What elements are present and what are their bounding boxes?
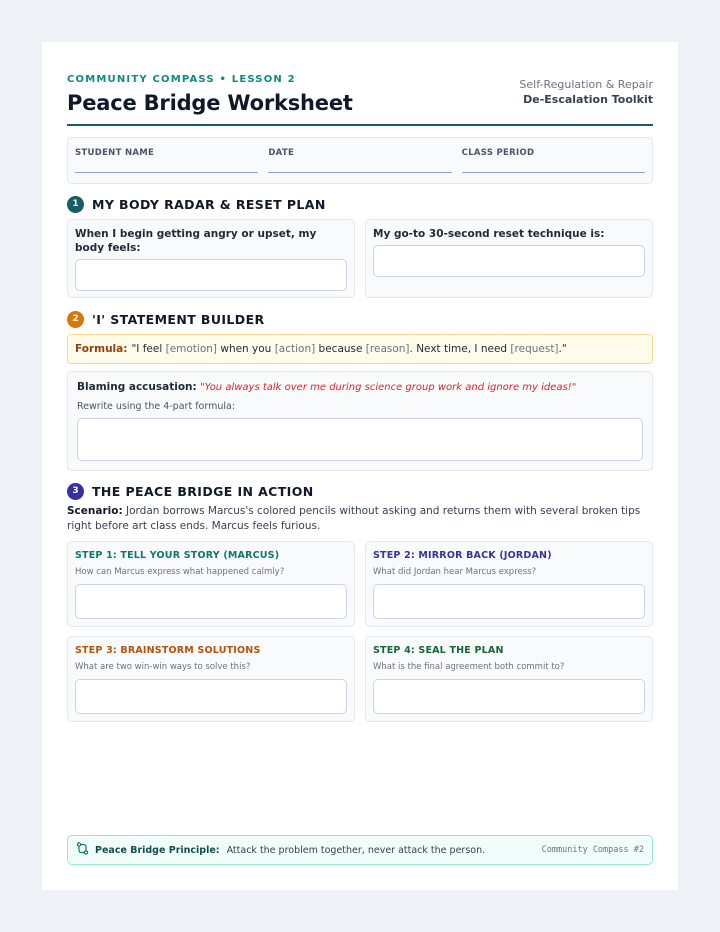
step-1-input[interactable] [75,584,347,619]
step-2-title: STEP 2: MIRROR BACK (JORDAN) [373,550,552,561]
section-2-heading [67,310,653,328]
page-title: Peace Bridge Worksheet [67,91,353,115]
section-2-title: 'I' STATEMENT BUILDER [92,311,265,327]
body-feels-card [67,219,355,298]
step-4-card [365,636,653,722]
section-1-badge: 1 [67,196,84,213]
section-3-badge: 3 [67,483,84,500]
rewrite-input[interactable] [77,418,643,461]
formula-part-3: because [315,343,366,355]
date-field[interactable] [268,138,451,183]
formula-emotion: [emotion] [165,343,218,355]
section-2-badge: 2 [67,311,84,328]
principle-footer [67,835,653,865]
formula-part-2: when you [217,343,275,355]
step-4-title: STEP 4: SEAL THE PLAN [373,645,504,656]
class-period-line[interactable] [462,172,645,173]
principle-label: Peace Bridge Principle: [95,844,220,856]
header-divider [67,124,653,126]
header-toolkit: De-Escalation Toolkit [523,93,653,106]
date-line[interactable] [268,172,451,173]
body-feels-question: When I begin getting angry or upset, my body feels: [75,228,317,254]
step-2-question: What did Jordan hear Marcus express? [373,567,537,577]
step-1-question: How can Marcus express what happened calmly? [75,567,285,577]
date-label: DATE [268,148,295,158]
reset-technique-card [365,219,653,298]
blame-quote: "You always talk over me during science group work and ignore my ideas!" [200,382,577,393]
formula-part-4: . Next time, I need [409,343,511,355]
section-1-title: MY BODY RADAR & RESET PLAN [92,196,326,212]
step-1-title: STEP 1: TELL YOUR STORY (MARCUS) [75,550,280,561]
class-period-field[interactable] [462,138,645,183]
step-4-question: What is the final agreement both commit to? [373,662,565,672]
reset-technique-question: My go-to 30-second reset technique is: [373,228,605,240]
route-icon [76,842,89,858]
formula-action: [action] [274,343,316,355]
header-subtitle: Self-Regulation & Repair [519,78,653,91]
step-3-input[interactable] [75,679,347,714]
step-2-input[interactable] [373,584,645,619]
scenario-text [67,504,653,534]
blame-label: Blaming accusation: [77,381,197,393]
student-info-row [67,137,653,184]
worksheet-header [67,72,653,118]
formula-request: [request] [510,343,559,355]
scenario-body: Jordan borrows Marcus's colored pencils without asking and returns them with several broken tips right before art class ends. Marcus feels furious. [67,505,641,532]
blame-rewrite-card [67,371,653,471]
principle-text: Attack the problem together, never attack the person. [226,844,486,856]
lesson-eyebrow: COMMUNITY COMPASS • LESSON 2 [67,74,296,85]
formula-part-5: ." [558,343,567,355]
student-name-field[interactable] [75,138,258,183]
step-2-card [365,541,653,627]
class-period-label: CLASS PERIOD [461,148,535,158]
scenario-label: Scenario: [67,505,123,517]
body-feels-input[interactable] [75,259,347,291]
rewrite-label: Rewrite using the 4-part formula: [77,401,236,412]
student-name-label: STUDENT NAME [75,148,155,158]
formula-part-1: "I feel [131,343,166,355]
student-name-line[interactable] [75,172,258,173]
reset-technique-input[interactable] [373,245,645,277]
step-3-card [67,636,355,722]
step-3-question: What are two win-win ways to solve this? [75,662,251,672]
formula-reason: [reason] [365,343,410,355]
section-1-heading [67,195,653,213]
step-1-card [67,541,355,627]
worksheet-page [42,42,678,890]
section-3-heading [67,482,653,500]
step-3-title: STEP 3: BRAINSTORM SOLUTIONS [75,645,261,656]
section-3-title: THE PEACE BRIDGE IN ACTION [92,483,314,499]
formula-banner [67,334,653,364]
worksheet-code: Community Compass #2 [541,845,644,855]
step-4-input[interactable] [373,679,645,714]
formula-label: Formula: [75,343,128,355]
